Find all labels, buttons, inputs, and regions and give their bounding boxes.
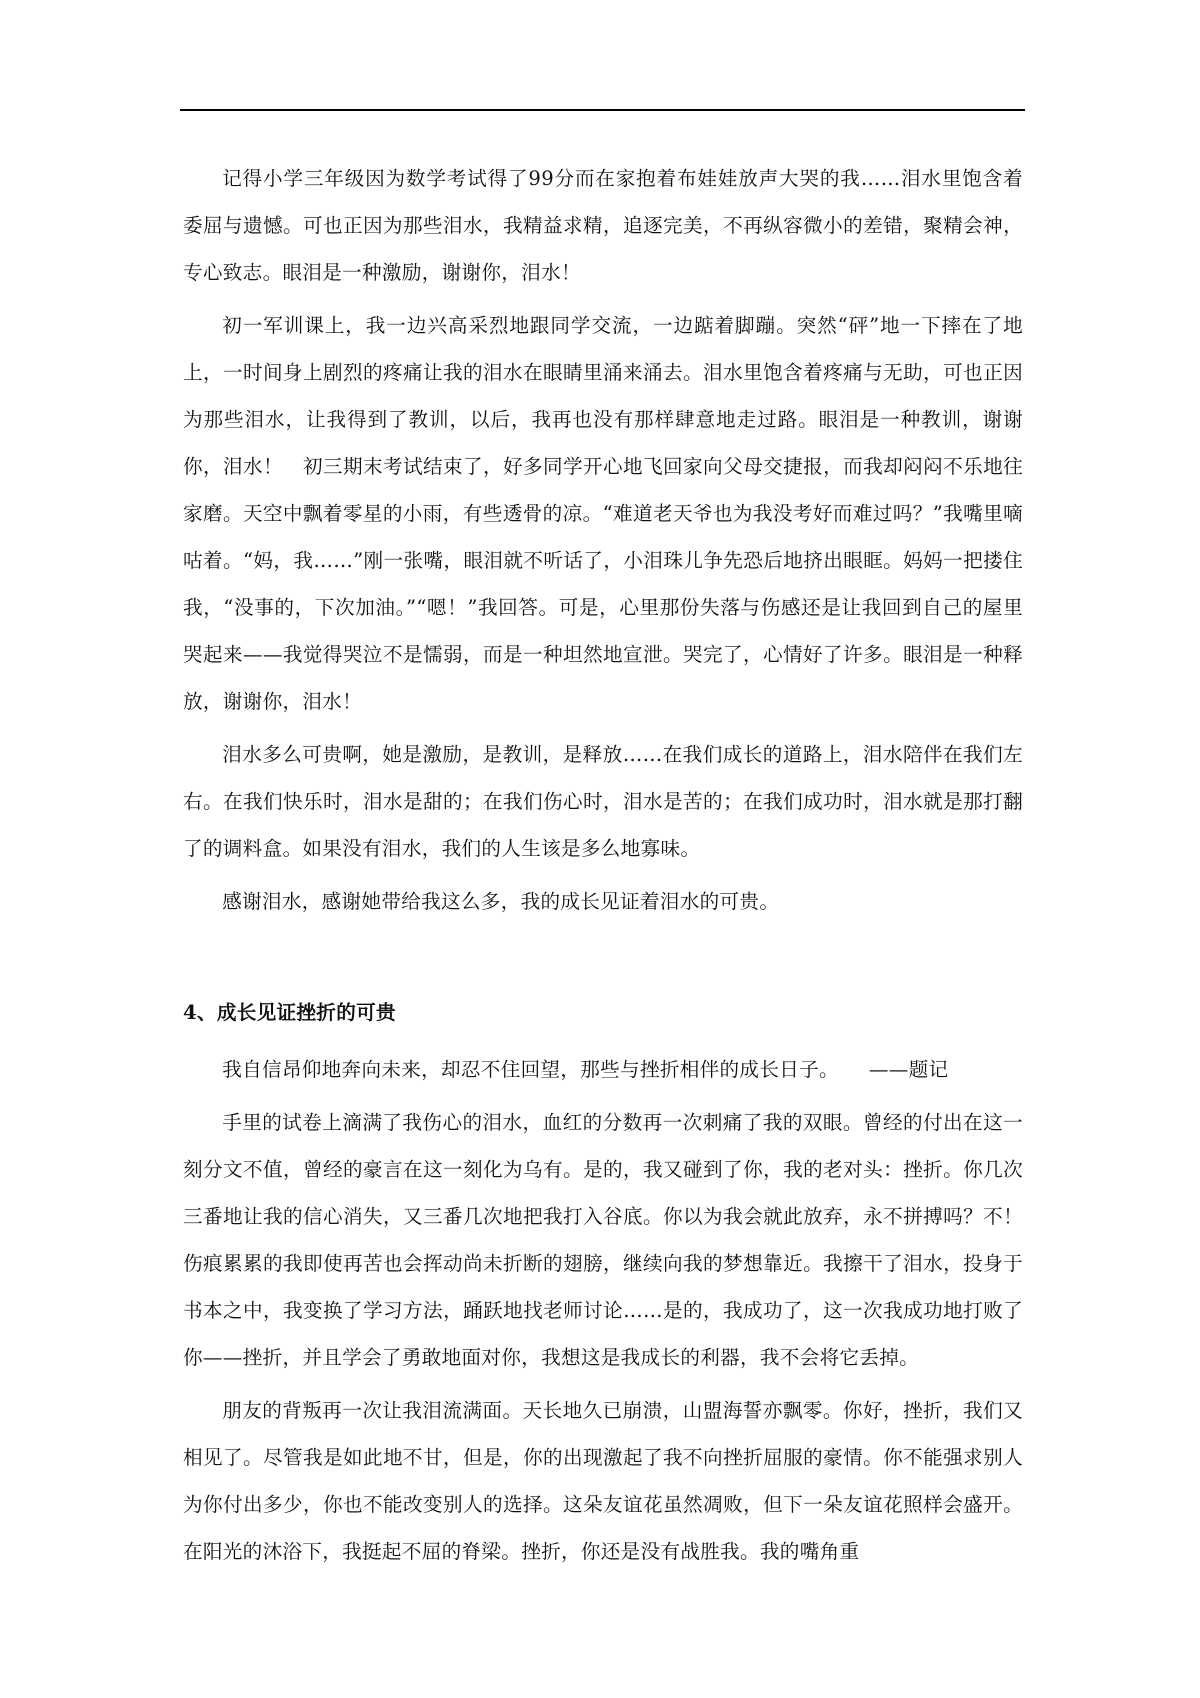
body-paragraph: 记得小学三年级因为数学考试得了99分而在家抱着布娃娃放声大哭的我……泪水里饱含着委屈与遗憾。可也正因为那些泪水，我精益求精，追逐完美，不再纵容微小的差错，聚精会神，专心致志。眼泪是一种激励，谢谢你，泪水！ — [183, 167, 1023, 284]
header-rule — [180, 109, 1025, 111]
body-paragraph: 感谢泪水，感谢她带给我这么多，我的成长见证着泪水的可贵。 — [222, 890, 780, 913]
document-body — [183, 155, 1023, 1581]
body-paragraph: 泪水多么可贵啊，她是激励，是教训，是释放……在我们成长的道路上，泪水陪伴在我们左右。在我们快乐时，泪水是甜的；在我们伤心时，泪水是苦的；在我们成功时，泪水就是那打翻了的调料盒。如果没有泪水，我们的人生该是多么地寡味。 — [183, 743, 1023, 860]
body-paragraph: 手里的试卷上滴满了我伤心的泪水，血红的分数再一次刺痛了我的双眼。曾经的付出在这一刻分文不值，曾经的豪言在这一刻化为乌有。是的，我又碰到了你，我的老对头：挫折。你几次三番地让我的信心消失，又三番几次地把我打入谷底。你以为我会就此放弃，永不拼搏吗？不！伤痕累累的我即使再苦也会挥动尚未折断的翅膀，继续向我的梦想靠近。我擦干了泪水，投身于书本之中，我变换了学习方法，踊跃地找老师讨论……是的，我成功了，这一次我成功地打败了你——挫折，并且学会了勇敢地面对你，我想这是我成长的利器，我不会将它丢掉。 — [183, 1111, 1023, 1369]
body-paragraph: 初一军训课上，我一边兴高采烈地跟同学交流，一边踮着脚蹦。突然“砰”地一下摔在了地上，一时间身上剧烈的疼痛让我的泪水在眼睛里涌来涌去。泪水里饱含着疼痛与无助，可也正因为那些泪水，让我得到了教训，以后，我再也没有那样肆意地走过路。眼泪是一种教训，谢谢你，泪水！ 初三期末考试结束了，好多同学开心地飞回家向父母交捷报，而我却闷闷不乐地往家磨。天空中飘着零星的小雨，有些透骨的凉。“难道老天爷也为我没考好而难过吗？”我嘴里嘀咕着。“妈，我……”刚一张嘴，眼泪就不听话了，小泪珠儿争先恐后地挤出眼眶。妈妈一把搂住我，“没事的，下次加油。”“嗯！”我回答。可是，心里那份失落与伤感还是让我回到自己的屋里哭起来——我觉得哭泣不是懦弱，而是一种坦然地宣泄。哭完了，心情好了许多。眼泪是一种释放，谢谢你，泪水！ — [183, 314, 1023, 713]
epigraph-paragraph: 我自信昂仰地奔向未来，却忍不住回望，那些与挫折相伴的成长日子。 ——题记 — [222, 1058, 949, 1081]
body-paragraph: 朋友的背叛再一次让我泪流满面。天长地久已崩溃，山盟海誓亦飘零。你好，挫折，我们又相见了。尽管我是如此地不甘，但是，你的出现激起了我不向挫折屈服的豪情。你不能强求别人为你付出多少，你也不能改变别人的选择。这朵友谊花虽然凋败，但下一朵友谊花照样会盛开。在阳光的沐浴下，我挺起不屈的脊梁。挫折，你还是没有战胜我。我的嘴角重 — [183, 1399, 1023, 1563]
section-heading: 4、成长见证挫折的可贵 — [183, 1001, 396, 1024]
